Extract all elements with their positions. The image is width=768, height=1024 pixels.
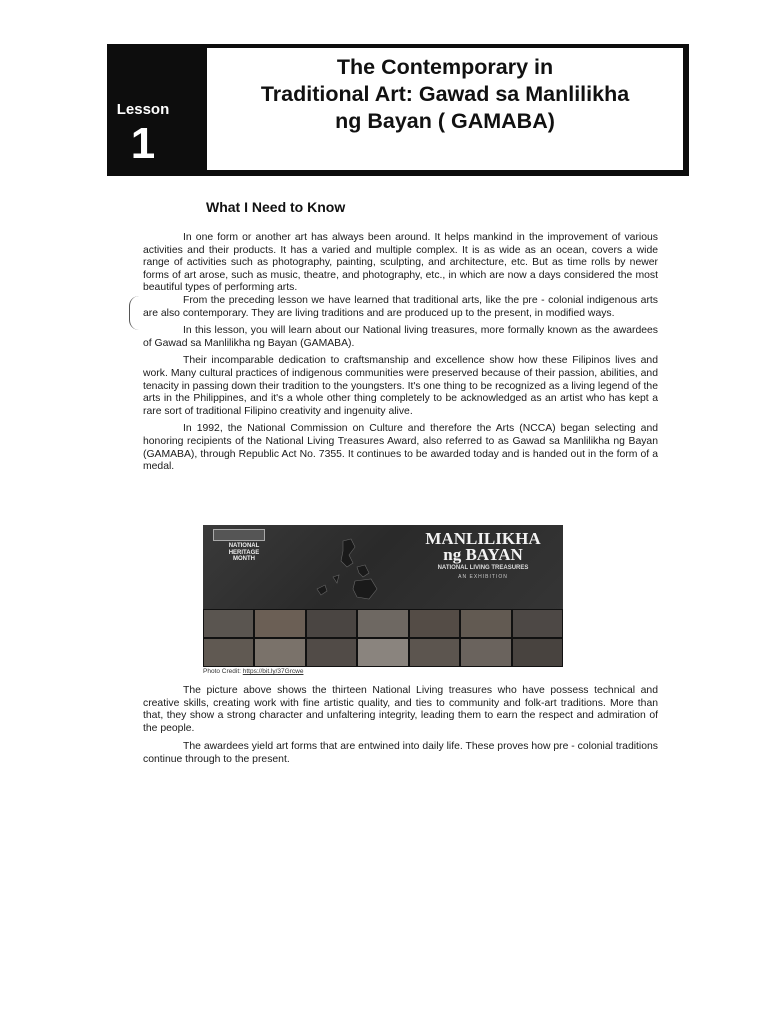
photo-title-line-1: MANLILIKHA	[425, 529, 541, 548]
portrait	[306, 609, 357, 638]
title-line-2: Traditional Art: Gawad sa Manlilikha	[260, 82, 630, 106]
photo-poster-area	[203, 525, 563, 609]
portrait	[203, 609, 254, 638]
paragraph-1: In one form or another art has always been around. It helps mankind in the improvement of various activities and their products. It has a varied and multiple complex. It is as wide as an ocean, covers a wide range of activities such as photography, painting, sculpting, and architecture, etc. But as time rolls by newer forms of art arose, such as music, theatre, and photography, etc., in which are now a days considered the most beautiful types of performing arts.	[143, 232, 658, 294]
photo-title-line-2: ng BAYAN	[443, 545, 523, 564]
portrait-row-1	[203, 609, 563, 638]
section-heading: What I Need to Know	[206, 199, 346, 215]
portrait	[357, 638, 408, 667]
heritage-line-1: NATIONAL	[228, 543, 260, 549]
paragraph-4: Their incomparable dedication to craftsmanship and excellence show how these Filipinos lives and work. Many cultural practices of indigenous communities were preserved because of their passion, abilities, and tenacity in passing down their tradition to the youngsters. It's one thing to be recognized as a living legend of the arts in the Philippines, and it's a whole other thing completely to be acknowledged as an artist who has kept a rare sort of traditional Filipino creativity and ingenuity alive.	[143, 355, 658, 417]
paragraph-7: The awardees yield art forms that are entwined into daily life. These proves how pre - colonial traditions continue through to the present.	[143, 741, 658, 765]
philippines-map-icon	[313, 537, 393, 605]
title-line-3: ng Bayan ( GAMABA)	[335, 109, 555, 133]
lesson-number: 1	[130, 119, 156, 168]
margin-bracket-mark	[129, 296, 140, 330]
portrait	[357, 609, 408, 638]
page-title	[261, 54, 629, 135]
portrait	[409, 609, 460, 638]
portrait-row-2	[203, 638, 563, 667]
body-text-bottom	[143, 685, 658, 773]
portrait	[409, 638, 460, 667]
lesson-header	[107, 44, 689, 176]
paragraph-6: The picture above shows the thirteen National Living treasures who have possess technical and creative skills, creating work with fine artistic quality, and ties to community and folk-art traditions. More than that, they show a strong character and unfaltering integrity, leading them to earn the respect and admiration of the people.	[143, 685, 658, 734]
gamaba-exhibition-photo	[203, 525, 563, 667]
photo-title	[403, 531, 563, 563]
portrait	[254, 609, 305, 638]
photo-subtitle: NATIONAL LIVING TREASURES	[437, 565, 529, 571]
paragraph-2: From the preceding lesson we have learned that traditional arts, like the pre - colonial indigenous arts are also contemporary. They are living traditions and are produced up to the present, in modified ways.	[143, 294, 658, 319]
title-box	[207, 48, 683, 170]
lesson-badge	[107, 44, 205, 176]
portrait	[306, 638, 357, 667]
title-line-1: The Contemporary in	[336, 55, 554, 79]
heritage-line-2: HERITAGE	[228, 549, 260, 556]
paragraph-5: In 1992, the National Commission on Culture and therefore the Arts (NCCA) began selecting and honoring recipients of the National Living Treasures Award, also referred to as Gawad sa Manlilikha ng Bayan (GAMABA), through Republic Act No. 7355. It continues to be awarded today and is handed out in the form of a medal.	[143, 423, 658, 473]
photo-credit-link[interactable]: https://bit.ly/37Grcwe	[242, 668, 304, 675]
heritage-month-label	[217, 543, 271, 563]
portrait	[460, 638, 511, 667]
portrait	[512, 638, 563, 667]
heritage-line-3: MONTH	[233, 556, 255, 562]
photo-credit-label: Photo Credit:	[203, 668, 243, 675]
portrait	[512, 609, 563, 638]
portrait	[460, 609, 511, 638]
portrait	[203, 638, 254, 667]
body-text-top	[143, 232, 658, 479]
photo-credit	[203, 668, 303, 675]
paragraph-3: In this lesson, you will learn about our National living treasures, more formally known as the awardees of Gawad sa Manlilikha ng Bayan (GAMABA).	[143, 325, 658, 349]
sponsor-logos	[213, 529, 265, 541]
photo-exhibit-label: AN EXHIBITION	[458, 574, 508, 580]
lesson-label: Lesson	[116, 101, 170, 118]
portrait	[254, 638, 305, 667]
